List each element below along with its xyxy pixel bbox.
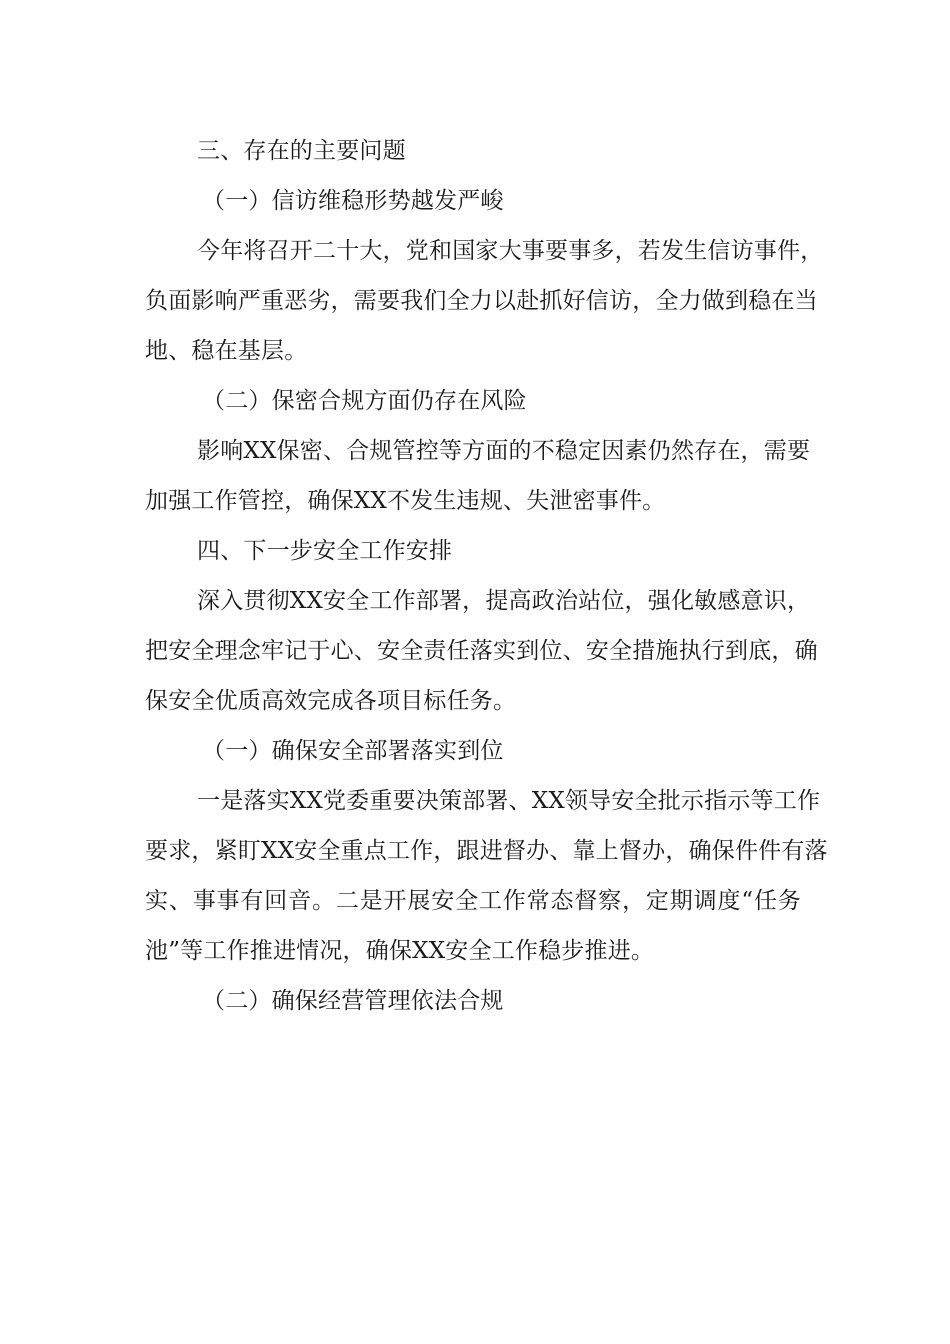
paragraph-line: 加强工作管控，确保XX不发生违规、失泄密事件。 xyxy=(145,488,666,514)
paragraph-line: 保安全优质高效完成各项目标任务。 xyxy=(145,688,517,714)
paragraph-line: 深入贯彻XX安全工作部署，提高政治站位，强化敏感意识， xyxy=(197,588,811,614)
section-heading-4: 四、下一步安全工作安排 xyxy=(197,538,453,564)
subheading-1: （一）确保安全部署落实到位 xyxy=(202,738,504,764)
paragraph-line: 地、稳在基层。 xyxy=(145,338,308,364)
paragraph-line: 实、事事有回音。二是开展安全工作常态督察，定期调度“任务 xyxy=(145,888,801,914)
paragraph-line: 池”等工作推进情况，确保XX安全工作稳步推进。 xyxy=(145,938,655,964)
subheading-2: （二）确保经营管理依法合规 xyxy=(202,988,504,1014)
paragraph-line: 负面影响严重恶劣，需要我们全力以赴抓好信访，全力做到稳在当 xyxy=(145,288,818,314)
paragraph-line: 一是落实XX党委重要决策部署、XX领导安全批示指示等工作 xyxy=(197,788,821,814)
subheading-2: （二）保密合规方面仍存在风险 xyxy=(202,388,527,414)
paragraph-line: 把安全理念牢记于心、安全责任落实到位、安全措施执行到底，确 xyxy=(145,638,818,664)
paragraph-line: 影响XX保密、合规管控等方面的不稳定因素仍然存在，需要 xyxy=(197,438,811,464)
paragraph-line: 要求，紧盯XX安全重点工作，跟进督办、靠上督办，确保件件有落 xyxy=(145,838,828,864)
paragraph-line: 今年将召开二十大，党和国家大事要事多，若发生信访事件， xyxy=(197,238,824,264)
subheading-1: （一）信访维稳形势越发严峻 xyxy=(202,188,504,214)
section-heading-3: 三、存在的主要问题 xyxy=(197,138,406,164)
